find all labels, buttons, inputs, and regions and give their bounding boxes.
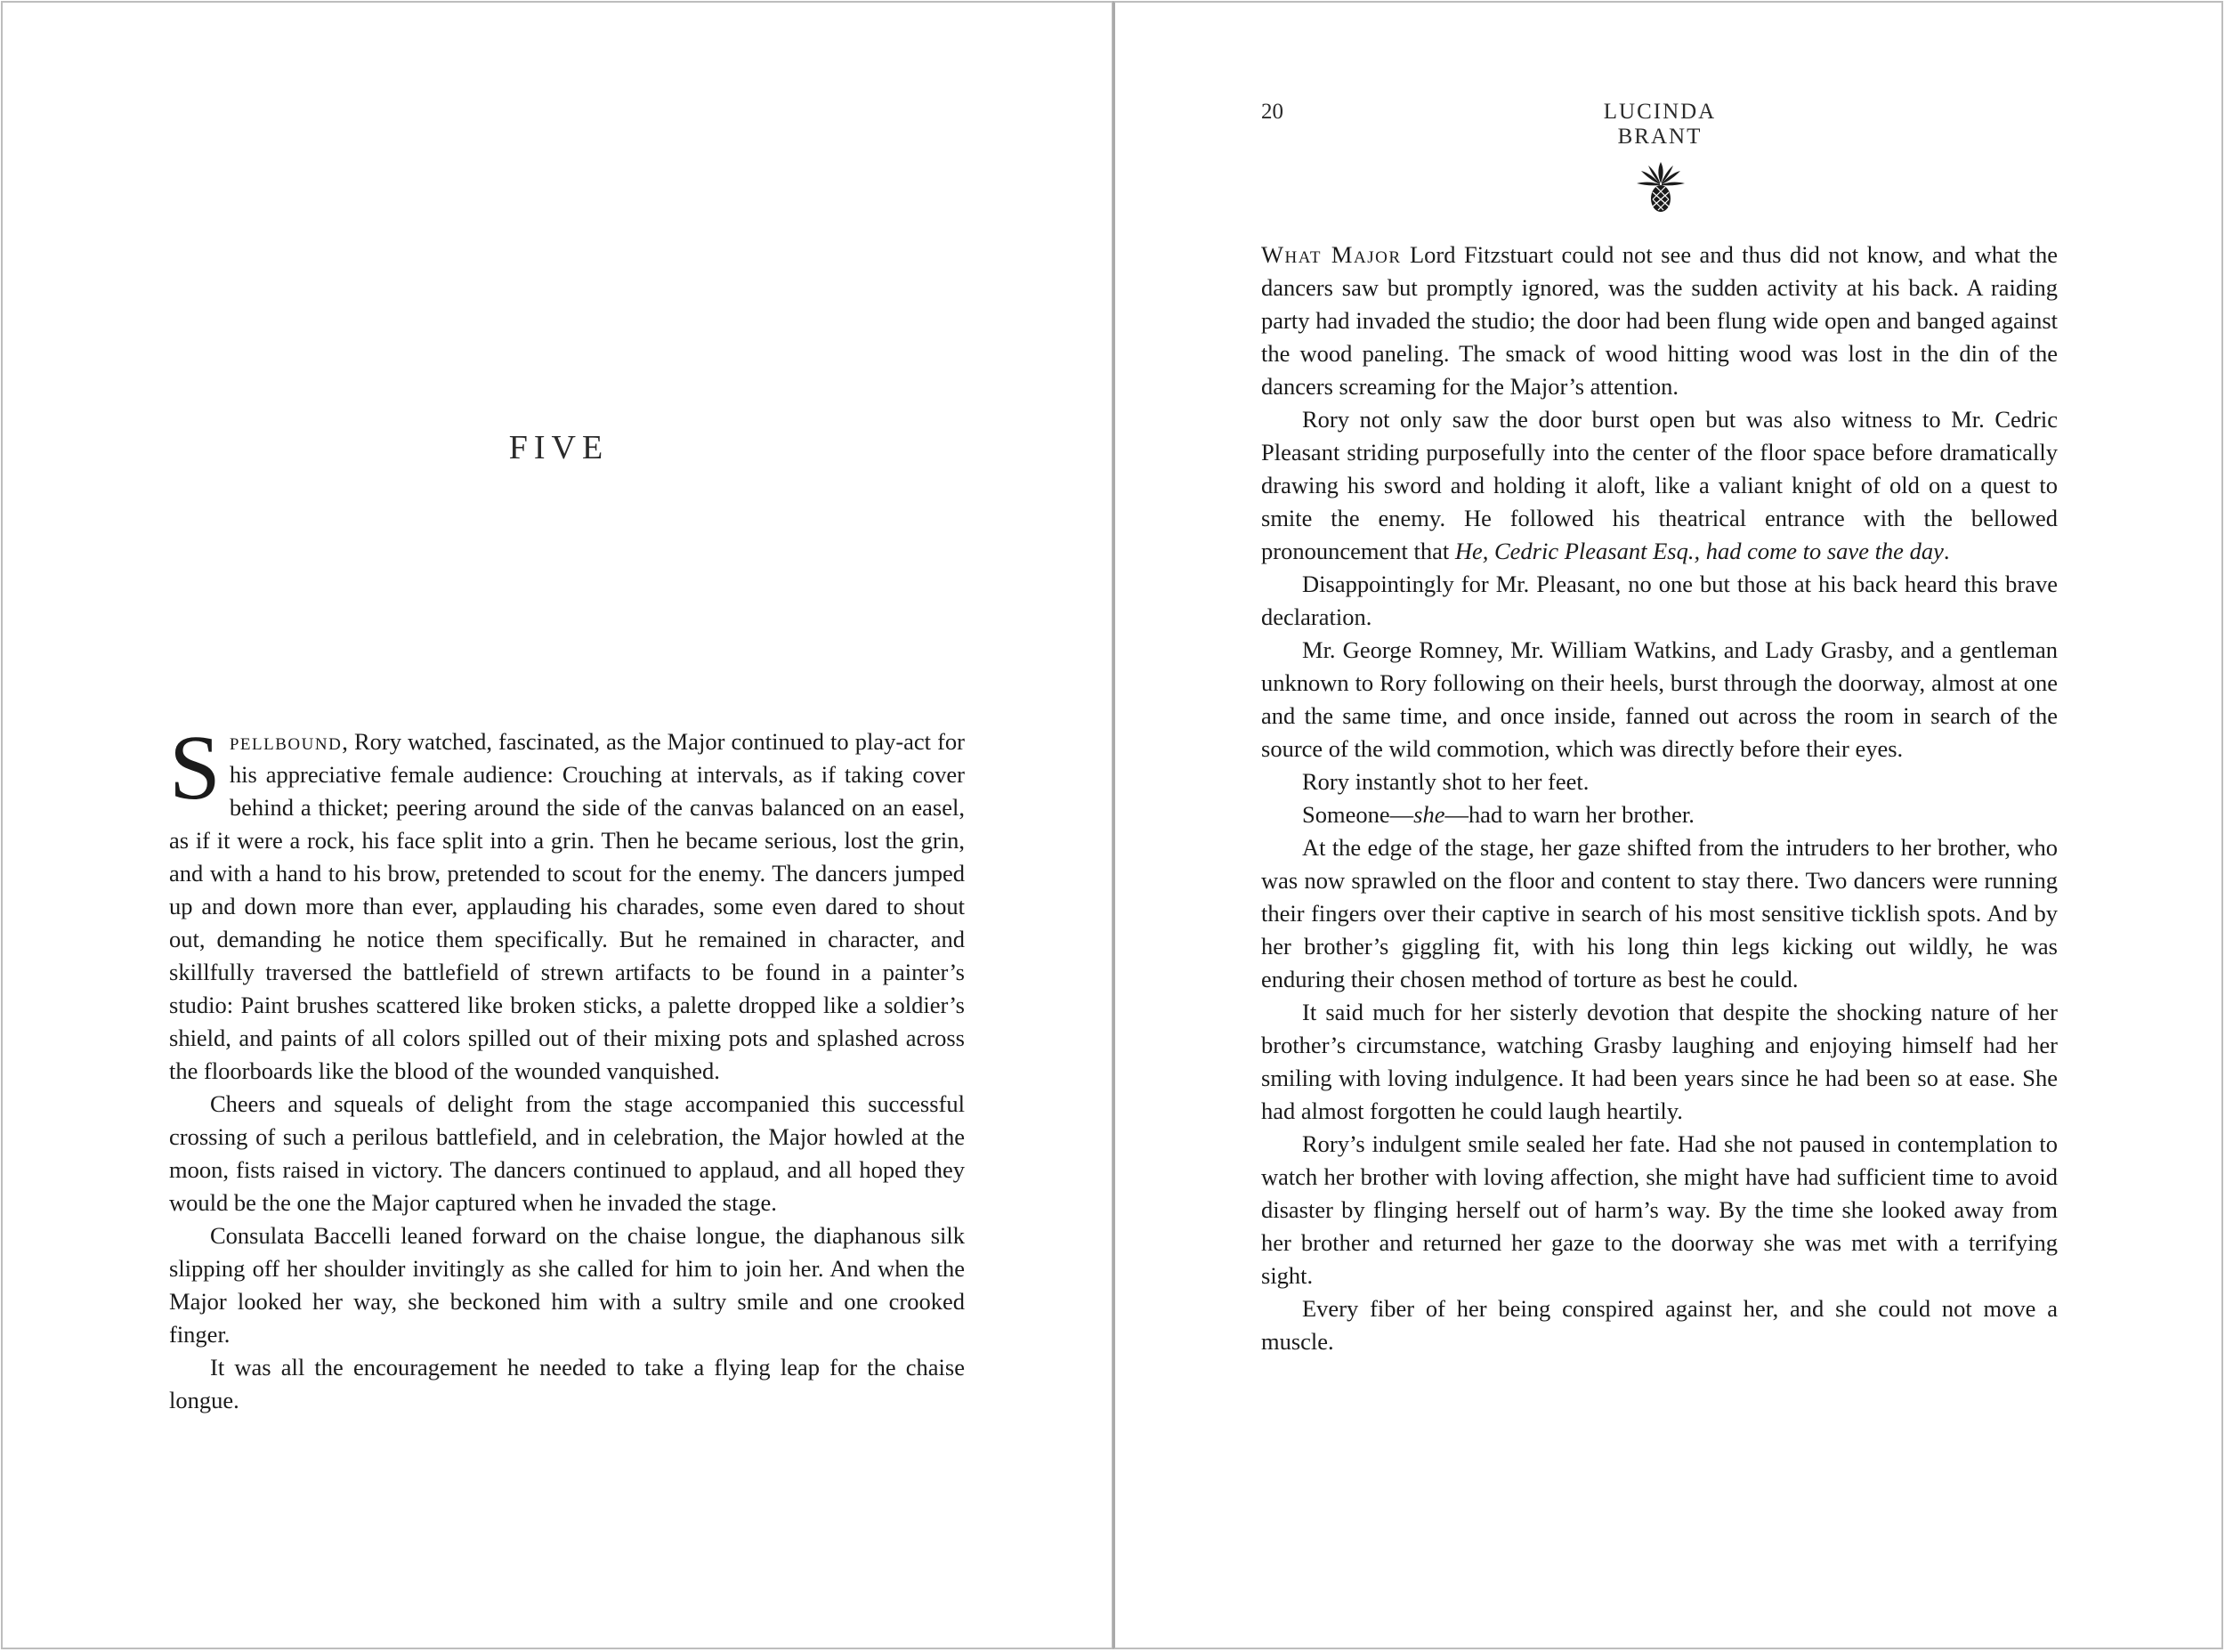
section-small-caps: What Major (1261, 241, 1402, 268)
paragraph: It said much for her sisterly devotion that despite the shocking nature of her brother’s circumstance, watching Grasby laughing and enjoying himself had her smiling with loving indulgence. It had been years since he had been so at ease. She had almost forgotten he could laugh heartily. (1261, 999, 2058, 1124)
page-number: 20 (1261, 100, 1283, 124)
paragraph: Consulata Baccelli leaned forward on the chaise longue, the diaphanous silk slipping off her shoulder invitingly as she called for him to join her. And when the Major looked her way, she beckoned him with a sultry smile and one crooked finger. (169, 1222, 965, 1348)
paragraph: It was all the encouragement he needed to take a flying leap for the chaise longue. (169, 1354, 965, 1413)
opening-text: , Rory watched, fascinated, as the Major continued to play-act for his appreciative female audience: Crouching at intervals, as if taking cover behind a thicket; peering around the side of the canvas balanced on an easel, as if it were a rock, his face split into a grin. Then he became serious, lost the grin, and with a hand to his brow, pretended to scout for the enemy. The dancers jumped up and down more than ever, applauding his charades, some even dared to shout out, demanding he notice them specifically. But he remained in character, and skillfully traversed the battlefield of strewn artifacts to be found in a painter’s studio: Paint brushes scattered like broken sticks, a palette dropped like a soldier’s shield, and paints of all colors spilled out of their mixing pots and splashed across the floorboards like the blood of the wounded vanquished. (169, 728, 965, 1084)
paragraph: Rory not only saw the door burst open but was also witness to Mr. Cedric Pleasant striding purposefully into the center of the floor space before dramatically drawing his sword and holding it aloft, like a valiant knight of old on a quest to smite the enemy. He followed his theatrical entrance with the bellowed pronouncement that He, Cedric Pleasant Esq., had come to save the day. (1261, 406, 2058, 564)
paragraph: Rory’s indulgent smile sealed her fate. Had she not paused in contemplation to watch her brother with loving affection, she might have had sufficient time to avoid disaster by flinging herself out of harm’s way. By the time she looked away from her brother and returned her gaze to the doorway she was met with a terrifying sight. (1261, 1130, 2058, 1289)
right-page-body (1261, 239, 2058, 1358)
paragraph: Every fiber of her being conspired against her, and she could not move a muscle. (1261, 1295, 2058, 1355)
paragraph: Someone—she—had to warn her brother. (1302, 801, 1695, 828)
opening-small-caps: pellbound (229, 728, 343, 755)
opening-paragraph (169, 717, 965, 1088)
drop-cap: S (169, 717, 221, 819)
paragraph: Disappointingly for Mr. Pleasant, no one but those at his back heard this brave declaration. (1261, 571, 2058, 630)
chapter-title: FIVE (508, 429, 610, 466)
section-opening-text: Lord Fitzstuart could not see and thus did not know, and what the dancers saw but promptly ignored, was the sudden activity at his back. A raiding party had invaded the studio; the door had been flung wide open and banged against the wood paneling. The smack of wood hitting wood was lost in the din of the dancers screaming for the Major’s attention. (1261, 241, 2058, 400)
paragraph: Rory instantly shot to her feet. (1302, 768, 1590, 795)
paragraph: Mr. George Romney, Mr. William Watkins, and Lady Grasby, and a gentleman unknown to Rory following on their heels, burst through the doorway, almost at one and the same time, and once inside, fanned out across the room in search of the source of the wild commotion, which was directly before their eyes. (1261, 636, 2058, 762)
running-head-author: LUCINDA BRANT (1603, 100, 1717, 149)
italic-pronouncement: He, Cedric Pleasant Esq., had come to save the day (1454, 538, 1944, 564)
left-page-body (169, 717, 965, 1417)
paragraph: Cheers and squeals of delight from the stage accompanied this successful crossing of such a perilous battlefield, and in celebration, the Major howled at the moon, fists raised in victory. The dancers continued to applaud, and all hoped they would be the one the Major captured when he invaded the stage. (169, 1090, 965, 1216)
italic-she: she (1413, 801, 1445, 828)
section-opening-paragraph (1261, 239, 2058, 403)
pineapple-ornament-icon (1634, 160, 1687, 215)
paragraph: At the edge of the stage, her gaze shifted from the intruders to her brother, who was now sprawled on the floor and content to stay there. Two dancers were running their fingers over their captive in search of his most sensitive ticklish spots. And by her brother’s giggling fit, with his long thin legs kicking out wildly, he was enduring their chosen method of torture as best he could. (1261, 834, 2058, 992)
